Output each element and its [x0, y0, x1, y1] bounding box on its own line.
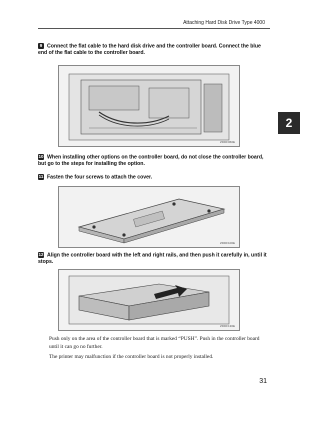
printer-controller-illustration — [59, 66, 239, 146]
step-12 — [38, 252, 268, 266]
step-number: 10 — [38, 154, 44, 159]
figure-code: ZDDF100E — [219, 241, 235, 245]
note-push-area: Push only on the area of the controller board that is marked “PUSH”. Push in the controller board until it can go no further. — [49, 336, 260, 350]
step-11 — [38, 174, 268, 181]
note-malfunction-warning: The printer may malfunction if the controller board is not properly installed. — [49, 354, 214, 360]
step-text: Fasten the four screws to attach the cover. — [47, 174, 153, 181]
step-text: Align the controller board with the left and right rails, and then push it carefully in, until it stops. — [38, 252, 267, 266]
step-number: 11 — [38, 174, 44, 179]
step-number: 12 — [38, 252, 44, 257]
figure-code: ZDDF130E — [219, 324, 235, 328]
board-insertion-illustration — [59, 270, 239, 330]
figure-code: ZDDF060E — [219, 140, 235, 144]
figure-connect-cable — [58, 65, 240, 147]
page-number: 31 — [259, 378, 267, 385]
header-rule — [38, 28, 270, 29]
step-10 — [38, 154, 268, 168]
figure-attach-cover — [58, 186, 240, 248]
step-9 — [38, 43, 268, 57]
step-text: When installing other options on the controller board, do not close the controller board, but go to the steps for installing the option. — [38, 154, 264, 168]
chapter-tab: 2 — [278, 112, 300, 134]
figure-insert-board — [58, 269, 240, 331]
step-number: 9 — [39, 43, 43, 48]
step-text: Connect the flat cable to the hard disk drive and the controller board. Connect the blue end of the flat cable to the controller board. — [38, 43, 261, 57]
controller-cover-illustration — [59, 187, 239, 247]
header-title: Attaching Hard Disk Drive Type 4000 — [183, 20, 265, 26]
